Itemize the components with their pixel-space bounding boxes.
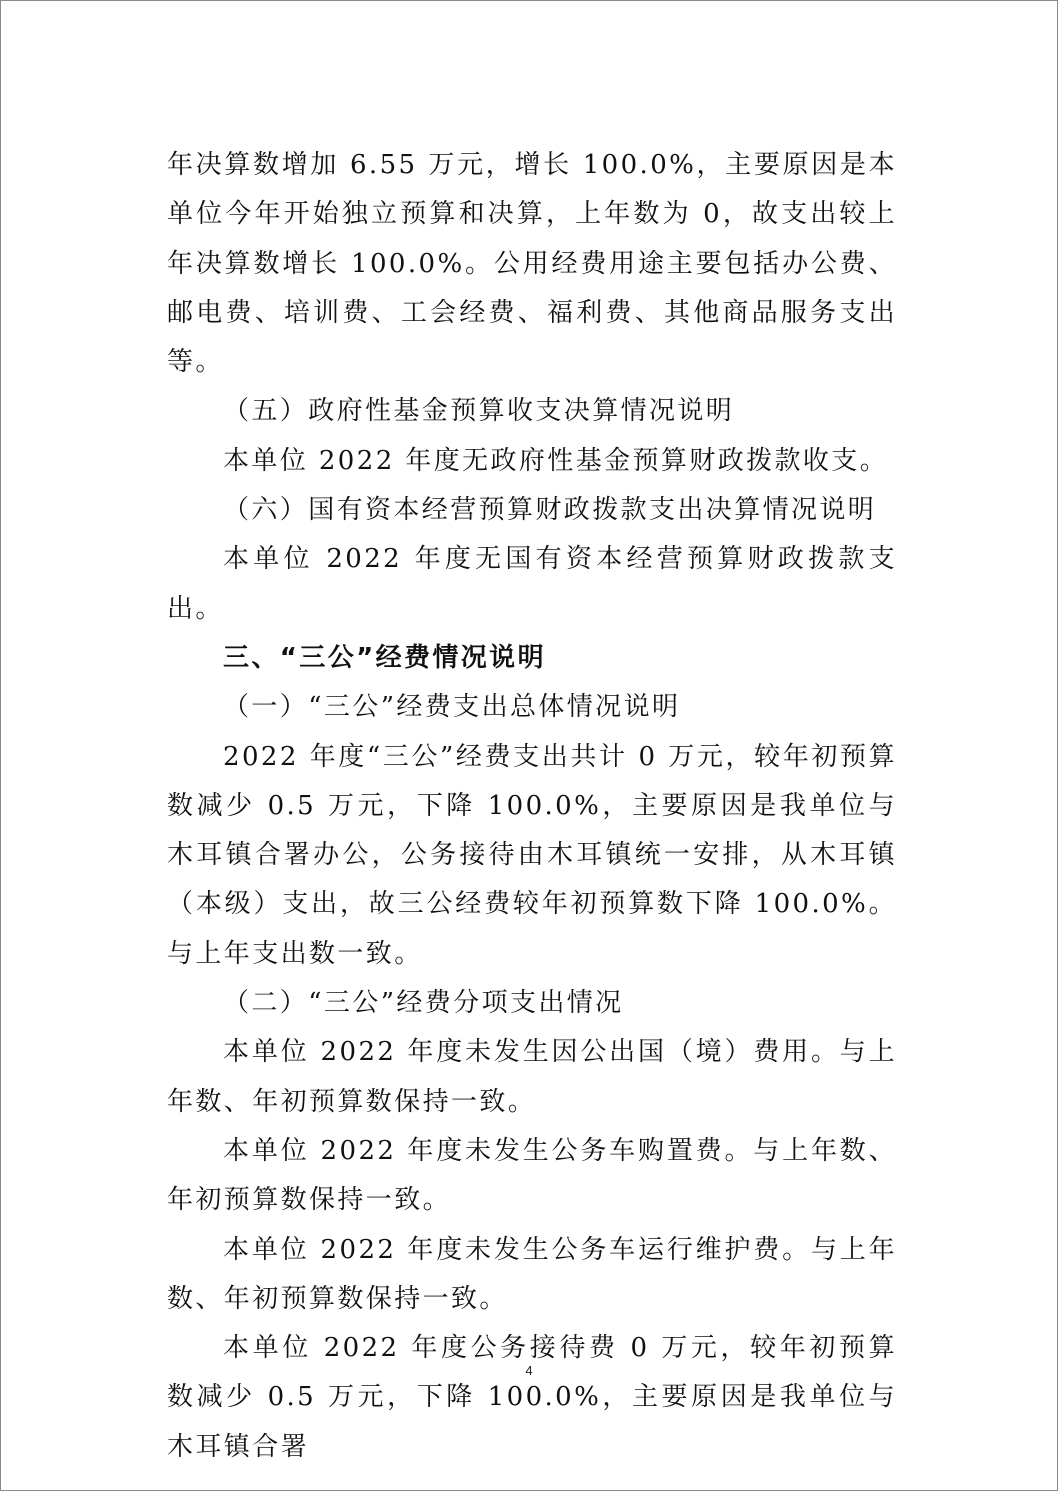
- paragraph-official-reception: 本单位 2022 年度公务接待费 0 万元，较年初预算数减少 0.5 万元，下降 100.0%，主要原因是我单位与木耳镇合署: [167, 1333, 897, 1462]
- chapter-heading-three-public: 三、“三公”经费情况说明: [223, 642, 546, 673]
- section-heading-three-public-items: （二）“三公”经费分项支出情况: [223, 988, 624, 1019]
- section-heading-three-public-overall: （一）“三公”经费支出总体情况说明: [223, 692, 681, 723]
- section-heading-government-fund: （五）政府性基金预算收支决算情况说明: [223, 396, 735, 427]
- paragraph-government-fund: 本单位 2022 年度无政府性基金预算财政拨款收支。: [223, 445, 889, 476]
- paragraph-public-expense-continuation: 年决算数增加 6.55 万元，增长 100.0%，主要原因是本单位今年开始独立预算和决算，上年数为 0，故支出较上年决算数增长 100.0%。公用经费用途主要包括办公费、邮电费、培训费、工会经费、福利费、其他商品服务支出等。: [167, 150, 897, 378]
- section-heading-state-capital: （六）国有资本经营预算财政拨款支出决算情况说明: [223, 495, 877, 526]
- body-text: [167, 141, 897, 1472]
- paragraph-state-capital: 本单位 2022 年度无国有资本经营预算财政拨款支出。: [167, 544, 897, 624]
- paragraph-overseas-travel: 本单位 2022 年度未发生因公出国（境）费用。与上年数、年初预算数保持一致。: [167, 1037, 897, 1117]
- paragraph-vehicle-maintenance: 本单位 2022 年度未发生公务车运行维护费。与上年数、年初预算数保持一致。: [167, 1234, 897, 1314]
- paragraph-three-public-overall: 2022 年度“三公”经费支出共计 0 万元，较年初预算数减少 0.5 万元，下降 100.0%，主要原因是我单位与木耳镇合署办公，公务接待由木耳镇统一安排，从木耳镇（本级）支出，故三公经费较年初预算数下降 100.0%。与上年支出数一致。: [167, 741, 897, 969]
- page-number: 4: [525, 1363, 533, 1378]
- paragraph-vehicle-purchase: 本单位 2022 年度未发生公务车购置费。与上年数、年初预算数保持一致。: [167, 1135, 897, 1216]
